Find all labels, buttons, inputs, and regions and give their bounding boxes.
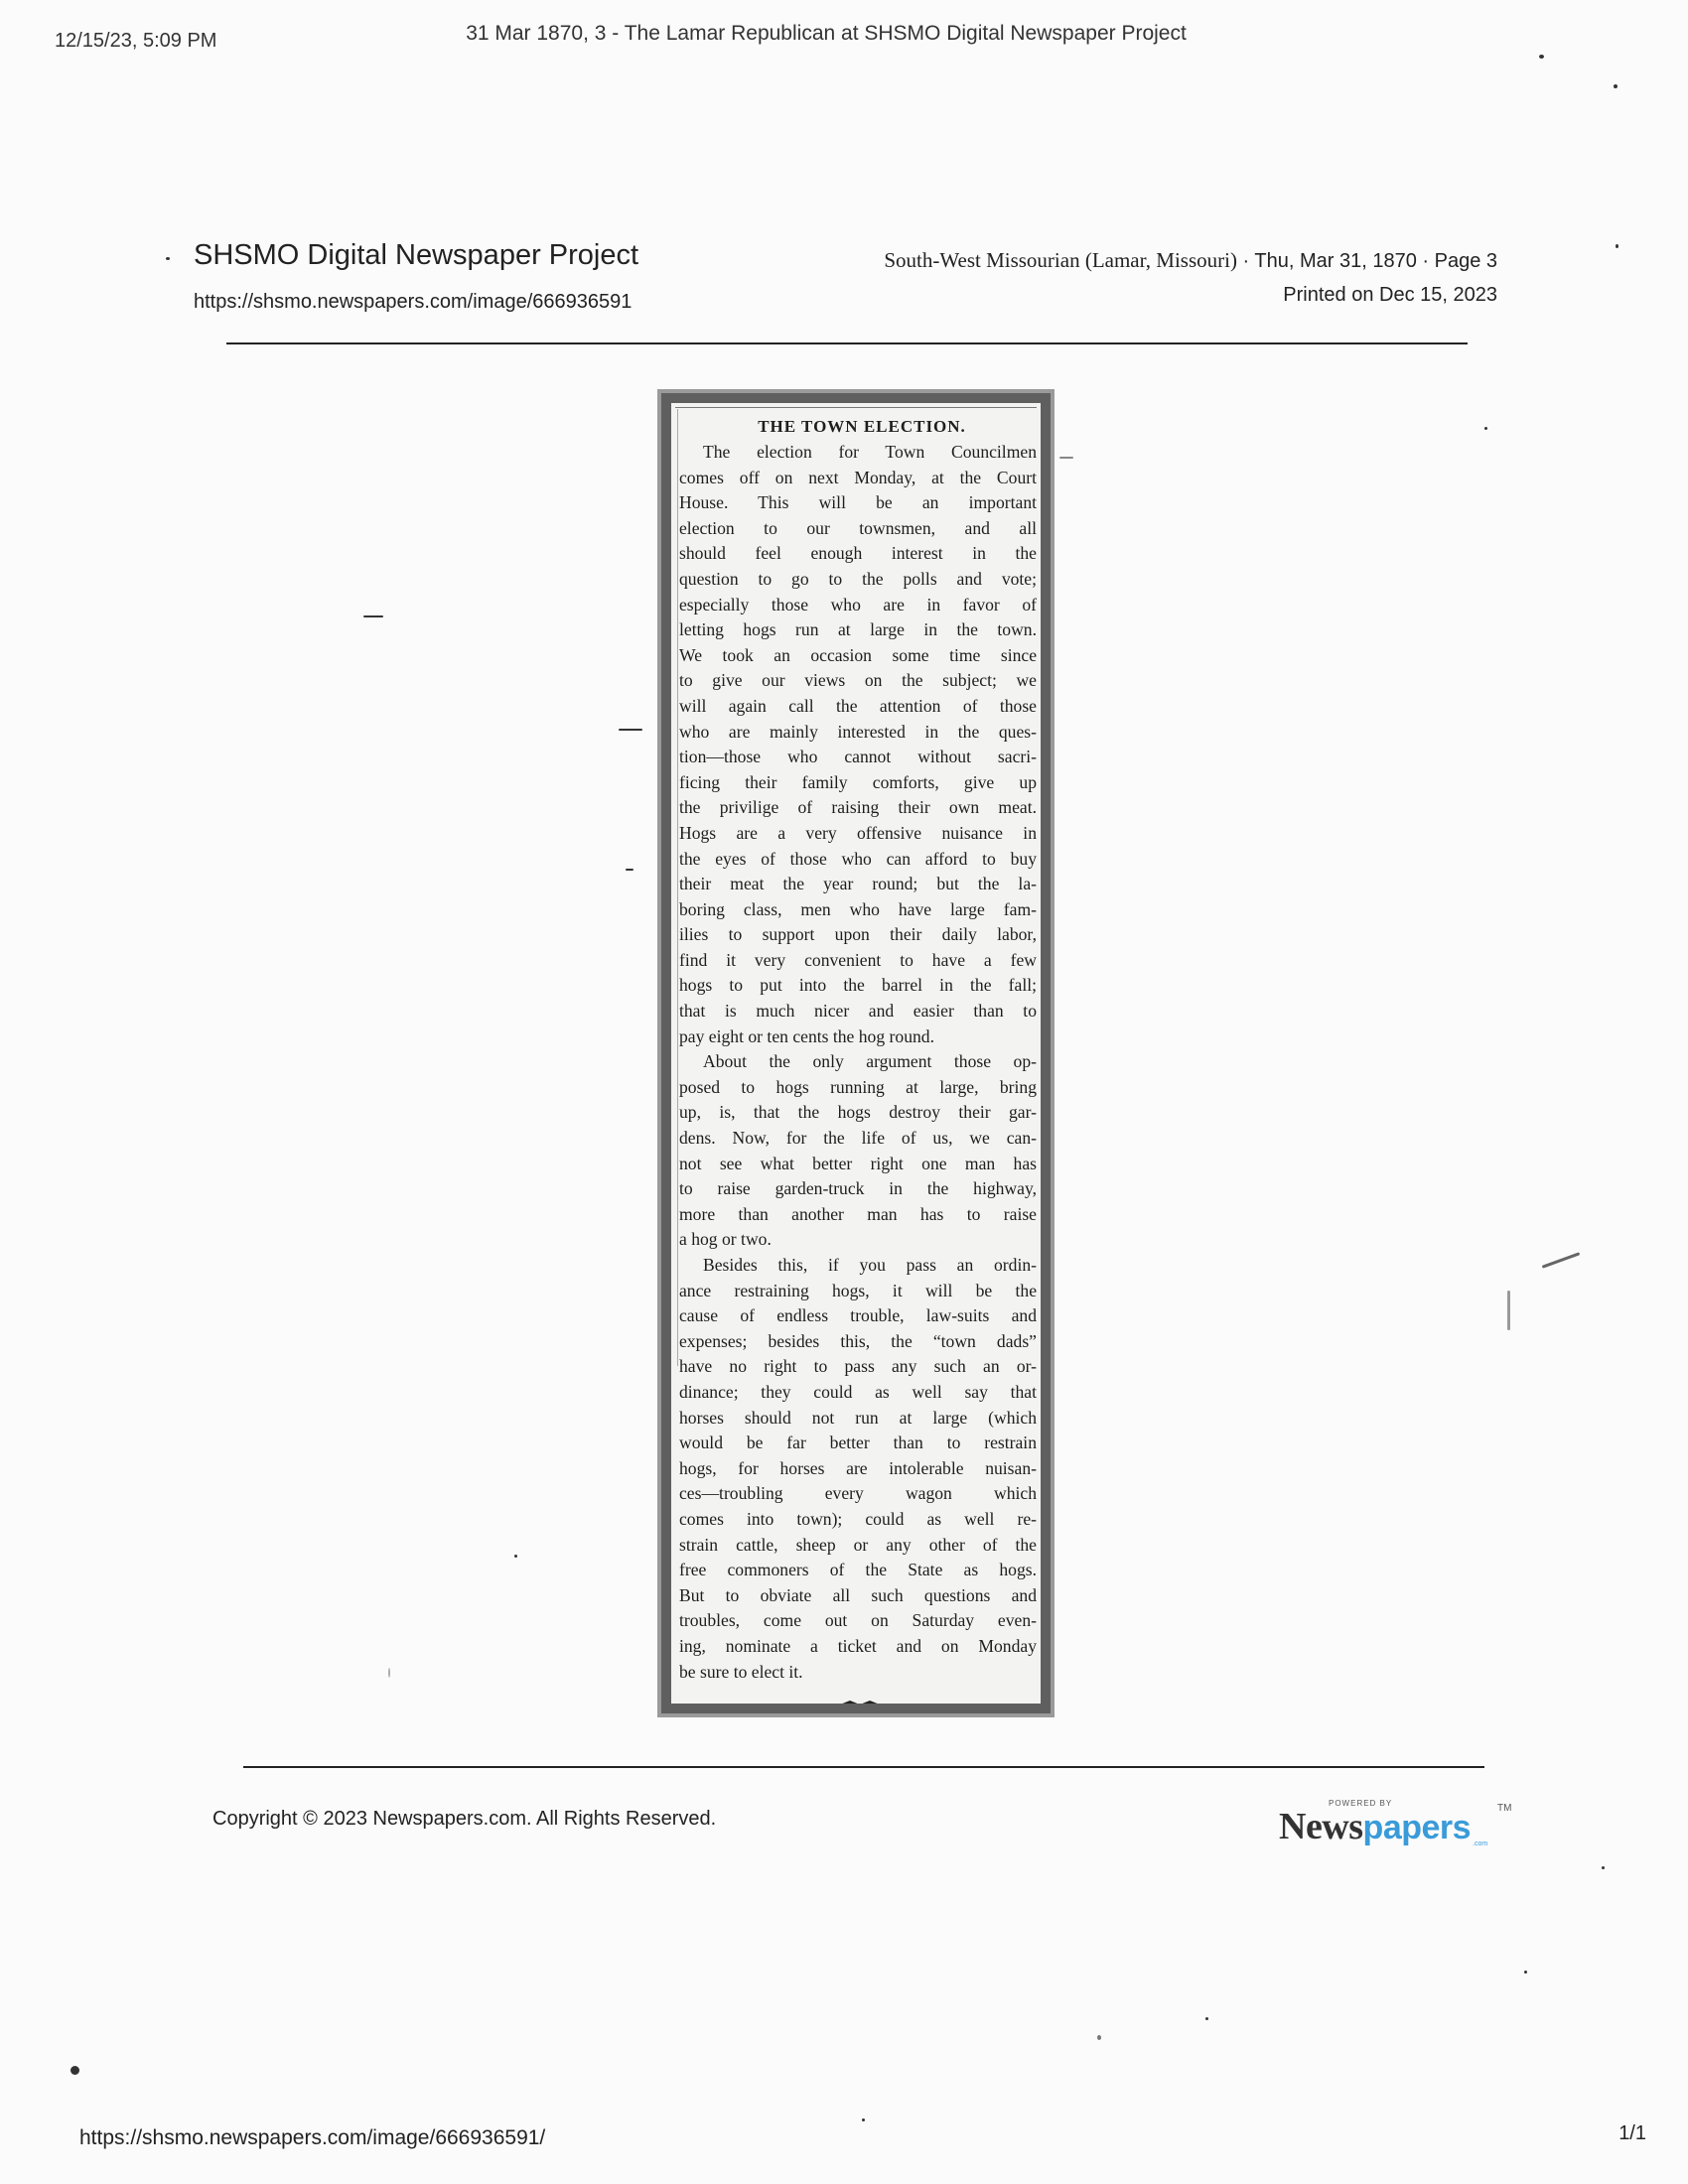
newspapers-logo[interactable]: [1279, 1799, 1517, 1848]
article-line: Besides this, if you pass an ordin-: [703, 1255, 1037, 1275]
article-line: comes off on next Monday, at the Court: [679, 467, 1037, 487]
article-line: House. This will be an important: [679, 492, 1037, 513]
article-line: that is much nicer and easier than to: [679, 1001, 1037, 1022]
article-line: who are mainly interested in the ques-: [679, 721, 1037, 742]
article-line: About the only argument those op-: [703, 1051, 1037, 1072]
header-divider: [226, 342, 1468, 344]
publication-line: [884, 248, 1497, 273]
article-line: Hogs are a very offensive nuisance in: [679, 822, 1037, 843]
logo-trademark: TM: [1497, 1803, 1512, 1814]
article-line: But to obviate all such questions and: [679, 1584, 1037, 1605]
article-line: horses should not run at large (which: [679, 1407, 1037, 1428]
scan-speck: [388, 1668, 390, 1678]
article-line: be sure to elect it.: [679, 1661, 803, 1682]
article-line: to give our views on the subject; we: [679, 670, 1037, 691]
article-line: have no right to pass any such an or-: [679, 1356, 1037, 1377]
publication-name: South-West Missourian (Lamar, Missouri): [884, 248, 1237, 272]
article-line: the privilige of raising their own meat.: [679, 797, 1037, 818]
footer-divider: [243, 1766, 1484, 1768]
page-count: 1/1: [1618, 2122, 1646, 2144]
logo-powered-by: POWERED BY: [1329, 1799, 1393, 1808]
article-line: especially those who are in favor of: [679, 594, 1037, 614]
footer-url[interactable]: https://shsmo.newspapers.com/image/666936591/: [79, 2126, 546, 2149]
article-line: their meat the year round; but the la-: [679, 874, 1037, 894]
scan-speck: [1507, 1291, 1510, 1330]
article-line: up, is, that the hogs destroy their gar-: [679, 1102, 1037, 1123]
scan-speck: [70, 2066, 79, 2075]
logo-word-papers: papers: [1362, 1809, 1472, 1846]
logo-dotcom: .com: [1473, 1841, 1488, 1847]
print-title-text: 31 Mar 1870, 3 - The Lamar Republican at SHSMO Digital Newspaper Project: [466, 22, 1187, 45]
scan-speck: [1602, 1866, 1605, 1869]
article-line: should feel enough interest in the: [679, 543, 1037, 564]
article-line: letting hogs run at large in the town.: [679, 619, 1037, 640]
article-line: not see what better right one man has: [679, 1153, 1037, 1173]
article-line: question to go to the polls and vote;: [679, 568, 1037, 589]
article-line: ces—troubling every wagon which: [679, 1483, 1037, 1504]
article-line: posed to hogs running at large, bring: [679, 1076, 1037, 1097]
scan-speck: [1539, 55, 1544, 59]
article-line: would be far better than to restrain: [679, 1433, 1037, 1453]
copyright: Copyright © 2023 Newspapers.com. All Rights Reserved.: [212, 1808, 717, 1830]
scan-speck: [862, 2118, 865, 2121]
article-line: more than another man has to raise: [679, 1203, 1037, 1224]
article-body: [679, 440, 1037, 1685]
scan-speck: [1524, 1971, 1527, 1974]
print-title: [0, 22, 1688, 46]
article-line: tion—those who cannot without sacri-: [679, 747, 1037, 767]
scan-speck: [626, 869, 633, 871]
publication-page: Page 3: [1434, 250, 1497, 272]
article-line: expenses; besides this, the “town dads”: [679, 1330, 1037, 1351]
article-line: ficing their family comforts, give up: [679, 771, 1037, 792]
scan-speck: [166, 257, 170, 260]
article-line: find it very convenient to have a few: [679, 949, 1037, 970]
article-line: cause of endless trouble, law-suits and: [679, 1305, 1037, 1326]
article-line: election to our townsmen, and all: [679, 517, 1037, 538]
article: [679, 415, 1037, 1685]
scan-speck: [619, 729, 642, 731]
clipping-paper: [671, 403, 1041, 1704]
article-line: ance restraining hogs, it will be the: [679, 1280, 1037, 1300]
scan-speck: [1542, 1252, 1581, 1269]
scan-speck: [1616, 244, 1618, 248]
article-line: hogs to put into the barrel in the fall;: [679, 975, 1037, 996]
scan-speck: [1059, 457, 1073, 459]
article-line: We took an occasion some time since: [679, 644, 1037, 665]
print-date: 12/15/23, 5:09 PM: [55, 30, 217, 52]
project-name: SHSMO Digital Newspaper Project: [194, 239, 639, 271]
scan-speck: [1205, 2017, 1208, 2020]
article-line: a hog or two.: [679, 1229, 772, 1250]
article-line: strain cattle, sheep or any other of the: [679, 1534, 1037, 1555]
article-line: troubles, come out on Saturday even-: [679, 1610, 1037, 1631]
scan-speck: [1097, 2035, 1101, 2040]
article-line: dens. Now, for the life of us, we can-: [679, 1128, 1037, 1149]
article-line: boring class, men who have large fam-: [679, 898, 1037, 919]
article-line: ilies to support upon their daily labor,: [679, 924, 1037, 945]
article-line: pay eight or ten cents the hog round.: [679, 1025, 934, 1046]
logo-word-news: News: [1279, 1806, 1363, 1847]
logo-wordmark: [1279, 1805, 1471, 1848]
column-rule: [675, 407, 1037, 408]
project-url[interactable]: https://shsmo.newspapers.com/image/666936591: [194, 291, 633, 313]
article-line: hogs, for horses are intolerable nuisan-: [679, 1457, 1037, 1478]
separator: ·: [1242, 250, 1255, 272]
separator: ·: [1422, 250, 1435, 272]
article-line: will again call the attention of those: [679, 695, 1037, 716]
article-line: free commoners of the State as hogs.: [679, 1560, 1037, 1580]
article-line: the eyes of those who can afford to buy: [679, 848, 1037, 869]
newspaper-clipping: [657, 389, 1055, 1717]
article-line: to raise garden-truck in the highway,: [679, 1178, 1037, 1199]
article-headline: THE TOWN ELECTION.: [758, 417, 966, 436]
clipping-frame: [661, 393, 1051, 1713]
scan-speck: [1614, 84, 1618, 88]
publication-date: Thu, Mar 31, 1870: [1254, 250, 1417, 272]
scan-speck: [1484, 427, 1487, 430]
article-line: dinance; they could as well say that: [679, 1381, 1037, 1402]
column-edge: [677, 409, 678, 1366]
printed-on: Printed on Dec 15, 2023: [1283, 284, 1497, 306]
scan-speck: [363, 615, 383, 617]
scan-speck: [514, 1555, 517, 1558]
article-line: comes into town); could as well re-: [679, 1508, 1037, 1529]
article-line: The election for Town Councilmen: [703, 442, 1037, 462]
article-line: ing, nominate a ticket and on Monday: [679, 1635, 1037, 1656]
ornament-divider-icon: [741, 1700, 979, 1704]
